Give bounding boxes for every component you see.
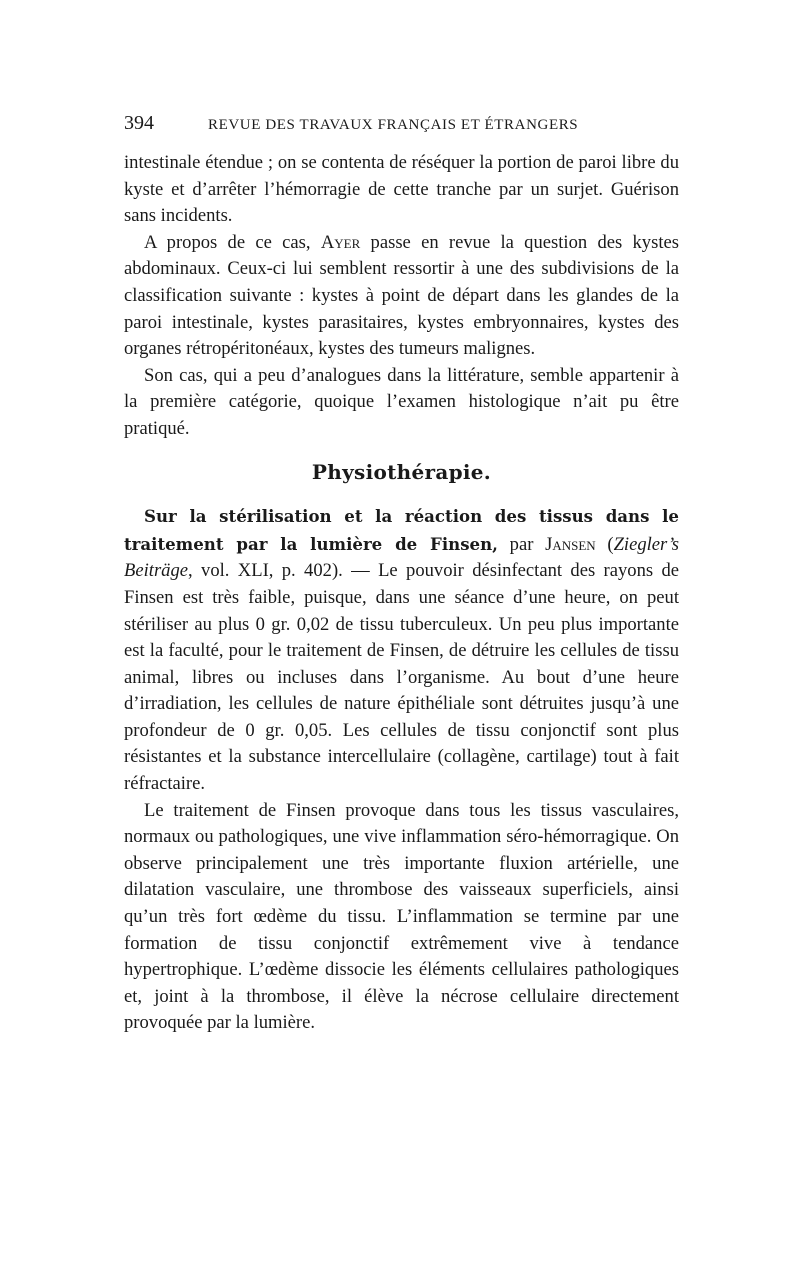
running-header xyxy=(124,112,679,142)
section-heading: Physiothérapie. xyxy=(311,459,492,484)
journal-reference: Ziegler’s Beiträge xyxy=(124,533,679,582)
reference-open: ( xyxy=(595,533,614,555)
article-paragraph xyxy=(124,503,679,798)
paragraph-text: passe en revue la question des kystes abdominaux. Ceux-ci lui semblent ressortir à une des subdivisions de la classification suivante : kystes à point de départ dans les glandes de la paroi intestinale, kystes parasitaires, kystes embryonnaires, kystes des organes rétropéritonéaux, kystes des tumeurs malignes. xyxy=(124,231,679,360)
author-name: Ayer xyxy=(320,231,361,253)
page-number: 394 xyxy=(124,112,154,134)
article-text: Le pouvoir désinfectant des rayons de Finsen est très faible, puisque, dans une séance d’une heure, on peut stériliser au plus 0 gr. 0,02 de tissu tuberculeux. Un peu plus importante est la faculté, pour le traitement de Finsen, de détruire les cellules de tissu animal, libres ou incluses dans l’organisme. Au bout d’une heure d’irradiation, les cellules de nature épithéliale sont détruites jusqu’à une profondeur de 0 gr. 0,05. Les cellules de tissu conjonctif sont plus résistantes et la substance intercellulaire (collagène, cartilage) tout à fait réfractaire. xyxy=(124,560,680,795)
reference-details: , vol. XLI, p. 402). — xyxy=(188,560,379,582)
journal-title: REVUE DES TRAVAUX FRANÇAIS ET ÉTRANGERS xyxy=(208,117,579,133)
article-author: Jansen xyxy=(545,533,596,555)
paragraph-text: A propos de ce cas, xyxy=(144,231,321,253)
paragraph-finsen-inflammation: Le traitement de Finsen provoque dans tous les tissus vasculaires, normaux ou pathologiques, une vive inflammation séro-hémorragique. On observe principalement une très importante fluxion artérielle, une dilatation vasculaire, une thrombose des vaisseaux superficiels, ainsi qu’un très fort œdème du tissu. L’inflammation se termine par une formation de tissu conjonctif extrêmement vive à tendance hypertrophique. L’œdème dissocie les éléments cellulaires pathologiques et, joint à la thrombose, il élève la nécrose cellulaire directement provoquée par la lumière. xyxy=(124,799,679,1034)
article-par: par xyxy=(497,533,546,555)
document-page xyxy=(124,112,679,1037)
paragraph-ayer-classification xyxy=(124,230,679,363)
body-text xyxy=(124,150,679,1037)
paragraph-cyst-surgery: intestinale étendue ; on se contenta de réséquer la portion de paroi libre du kyste et d’arrêter l’hémorragie de cette tranche par un surjet. Guérison sans incidents. xyxy=(124,152,679,227)
article-title: Sur la stérilisation et la réaction des tissus dans le traitement par la lumière de Finsen, xyxy=(124,506,679,554)
paragraph-case-literature: Son cas, qui a peu d’analogues dans la littérature, semble appartenir à la première catégorie, quoique l’examen histologique n’ait pu être pratiqué. xyxy=(124,364,679,439)
